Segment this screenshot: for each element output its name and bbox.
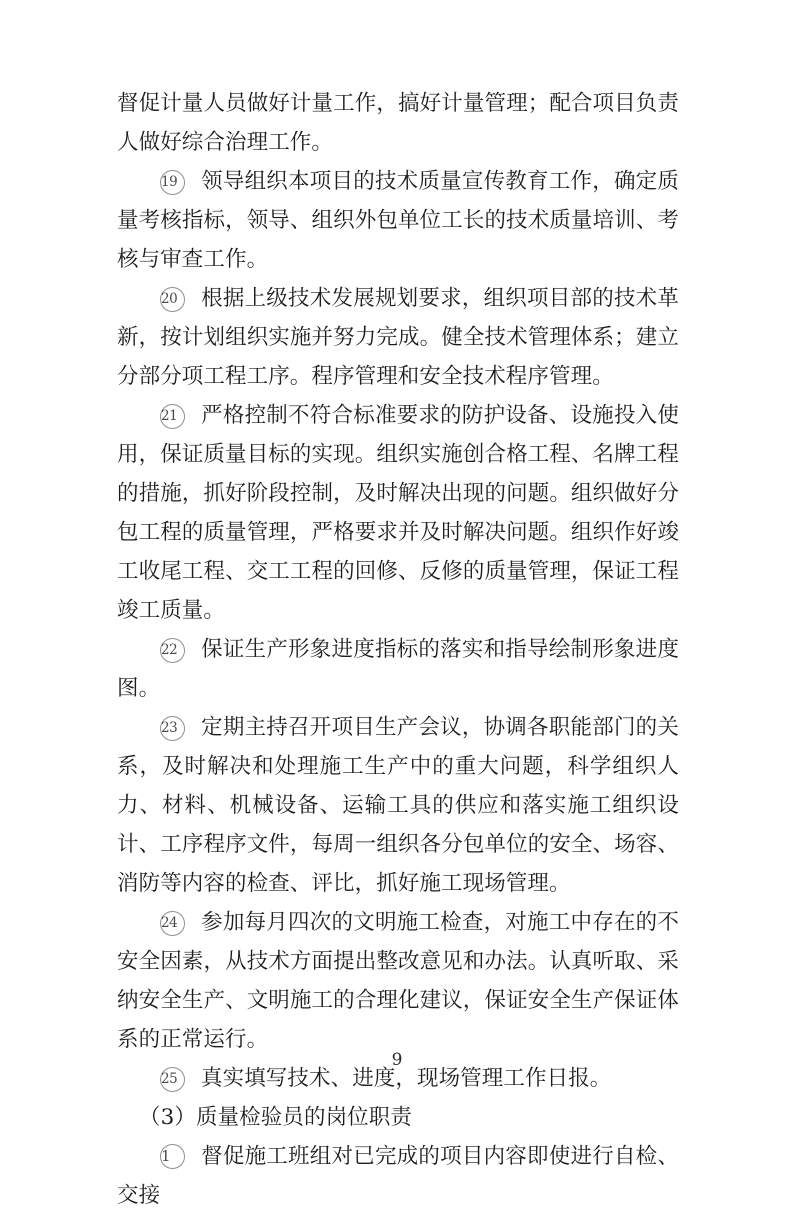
section-heading-3 — [117, 1098, 679, 1137]
page-number: 9 — [391, 1050, 403, 1070]
section-heading-text: （3）质量检验员的岗位职责 — [139, 1105, 412, 1130]
paragraph-text: 严格控制不符合标准要求的防护设备、设施投入使用，保证质量目标的实现。组织实施创合格工程、名牌工程的措施，抓好阶段控制，及时解决出现的问题。组织做好分包工程的质量管理，严格要求并及时解决问题。组织作好竣工收尾工程、交工工程的回修、反修的质量管理，保证工程竣工质量。 — [117, 403, 679, 623]
paragraph-text: 根据上级技术发展规划要求，组织项目部的技术革新，按计划组织实施并努力完成。健全技术管理体系；建立分部分项工程工序。程序管理和安全技术程序管理。 — [117, 286, 679, 389]
paragraph-text: 保证生产形象进度指标的落实和指导绘制形象进度图。 — [117, 637, 679, 701]
circled-number-icon: 24 — [160, 911, 185, 936]
paragraph-text: 领导组织本项目的技术质量宣传教育工作，确定质量考核指标，领导、组织外包单位工长的技术质量培训、考核与审查工作。 — [117, 169, 679, 272]
paragraph-continuation — [117, 84, 679, 162]
circled-number-icon: 20 — [160, 287, 185, 312]
circled-number-icon: 1 — [160, 1144, 185, 1169]
paragraph-text: 督促计量人员做好计量工作，搞好计量管理；配合项目负责人做好综合治理工作。 — [117, 91, 679, 155]
list-item-22 — [117, 630, 679, 708]
circled-number-icon: 23 — [160, 716, 185, 741]
circled-number-icon: 21 — [160, 404, 185, 429]
circled-number-icon: 19 — [160, 170, 185, 195]
list-item-24 — [117, 903, 679, 1059]
paragraph-text: 督促施工班组对已完成的项目内容即使进行自检、交接 — [117, 1144, 679, 1208]
circled-number-icon: 25 — [160, 1067, 185, 1092]
body-text-column — [117, 84, 679, 1215]
paragraph-text: 真实填写技术、进度，现场管理工作日报。 — [201, 1066, 612, 1091]
circled-number-icon: 22 — [160, 638, 185, 663]
paragraph-text: 定期主持召开项目生产会议，协调各职能部门的关系，及时解决和处理施工生产中的重大问题，科学组织人力、材料、机械设备、运输工具的供应和落实施工组织设计、工序程序文件，每周一组织各分包单位的安全、场容、消防等内容的检查、评比，抓好施工现场管理。 — [117, 715, 679, 896]
list-item-19 — [117, 162, 679, 279]
list-item-1 — [117, 1137, 679, 1215]
list-item-23 — [117, 708, 679, 903]
list-item-21 — [117, 396, 679, 630]
list-item-20 — [117, 279, 679, 396]
paragraph-text: 参加每月四次的文明施工检查，对施工中存在的不安全因素，从技术方面提出整改意见和办法。认真听取、采纳安全生产、文明施工的合理化建议，保证安全生产保证体系的正常运行。 — [117, 910, 679, 1052]
